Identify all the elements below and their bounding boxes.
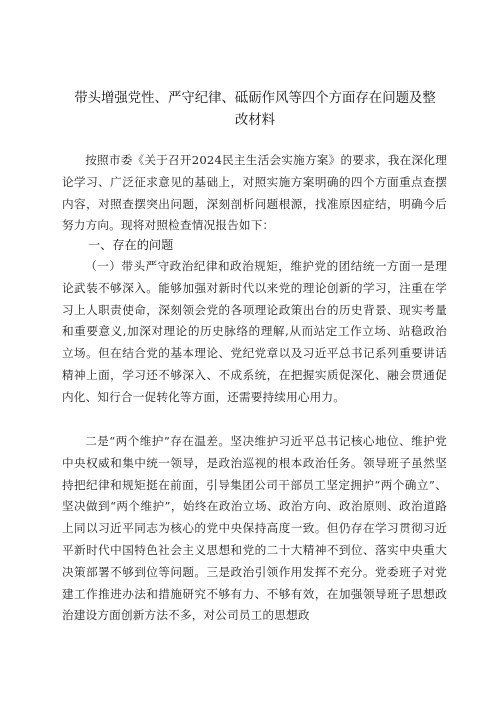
paragraph-1: （一）带头严守政治纪律和政治规矩，维护党的团结统一方面一是理论武装不够深入。能够加强对新时代以来党的理论创新的学习，注重在学习上人职责使命，深刻领会党的各项理论政策出台的历史背景、现实考量和重要意义,加深对理论的历史脉络的理解,从而站定工作立场、站稳政治立场。但在结合党的基本理论、党纪党章以及习近平总书记系列重要讲话精神上面，学习还不够深入、不成系统，在把握实质促深化、融会贯通促内化、知行合一促转化等方面，还需要持续用心用力。 [62, 259, 447, 404]
intro-paragraph: 按照市委《关于召开2024民主生活会实施方案》的要求，我在深化理论学习、广泛征求意见的基础上，对照实施方案明确的四个方面重点查摆内容，对照查摆突出问题，深刻剖析问题根源，找准原因症结，明确今后努力方向。现将对照检查情况报告如下： [62, 153, 447, 233]
paragraph-2: 二是“两个维护”存在温差。坚决维护习近平总书记核心地位、维护党中央权威和集中统一领导，是政治巡视的根本政治任务。领导班子虽然坚持把纪律和规矩挺在前面，引导集团公司干部员工坚定拥护“两个确立”、坚决做到“两个维护”，始终在政治立场、政治方向、政治原则、政治道路上同以习近平同志为核心的党中央保持高度一致。但仍存在学习贯彻习近平新时代中国特色社会主义思想和党的二十大精神不到位、落实中央重大决策部署不够到位等问题。三是政治引领作用发挥不充分。党委班子对党建工作推进办法和措施研究不够有力、不够有效，在加强领导班子思想政治建设方面创新方法不多，对公司员工的思想政 [62, 434, 447, 623]
document-title: 带头增强党性、严守纪律、砥砺作风等四个方面存在问题及整改材料 [74, 91, 436, 128]
section-heading: 一、存在的问题 [88, 238, 174, 252]
intro-paragraph-block [62, 150, 447, 237]
paragraph-block-1 [62, 256, 447, 409]
paragraph-block-2 [62, 431, 447, 627]
